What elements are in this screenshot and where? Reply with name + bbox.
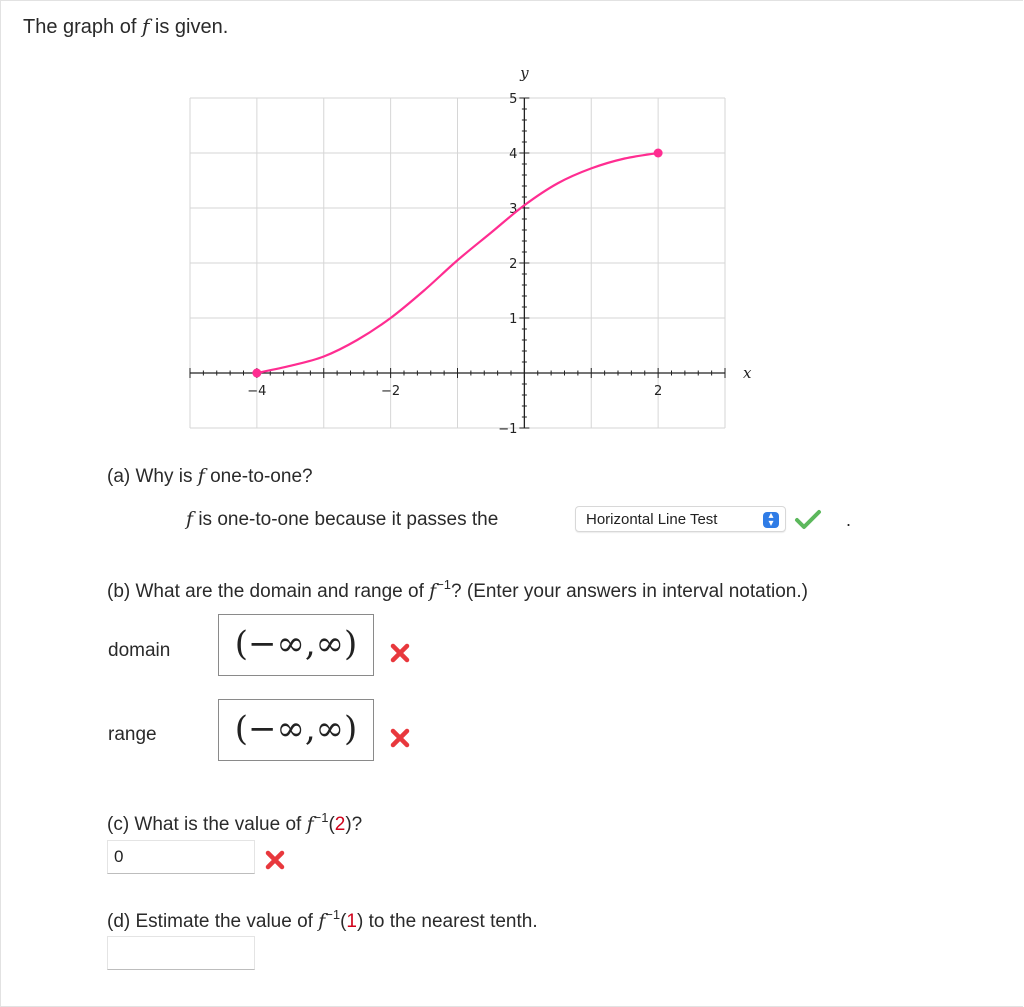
domain-label: domain [108,640,171,661]
x-axis-label: x [743,364,752,382]
y-axis-label: y [520,64,529,82]
incorrect-x-icon [389,727,411,749]
reason-select[interactable] [575,506,786,532]
y-tick-label: 3 [509,202,518,217]
x-tick-label: −2 [381,384,401,399]
range-label: range [108,724,157,745]
part-a-question: (a) Why is f one-to-one? [107,465,313,487]
endpoint-dot [654,149,663,158]
part-c-answer-input[interactable]: 0 [107,840,255,874]
endpoint-dot [252,369,261,378]
range-answer-box[interactable]: (−∞,∞) [218,699,374,761]
correct-check-icon [794,508,822,530]
y-tick-label: 1 [509,312,518,327]
question-intro: The graph of f is given. [23,14,229,38]
part-a-statement: f is one-to-one because it passes the [186,508,499,530]
y-tick-label: −1 [498,422,518,437]
part-c-question: (c) What is the value of $f^{-1}(2)$? [107,810,363,835]
domain-answer-box[interactable]: (−∞,∞) [218,614,374,676]
y-tick-label: 5 [509,92,518,107]
part-d-question: (d) Estimate the value of $f^{-1}(1)$ to the nearest tenth. [107,907,538,932]
part-d-answer-input[interactable] [107,936,255,970]
reason-select-value: Horizontal Line Test [586,511,718,528]
y-tick-label: 2 [509,257,518,272]
part-b-question: (b) What are the domain and range of $f^{-1}$? (Enter your answers in interval notation.) [107,577,808,602]
statement-period: . [846,510,852,530]
x-tick-label: −4 [247,384,267,399]
y-tick-label: 4 [509,147,518,162]
incorrect-x-icon [389,642,411,664]
function-graph [180,60,752,440]
chevron-up-down-icon: ▴ ▾ [763,512,779,528]
incorrect-x-icon [264,849,286,871]
x-tick-label: 2 [653,384,663,399]
